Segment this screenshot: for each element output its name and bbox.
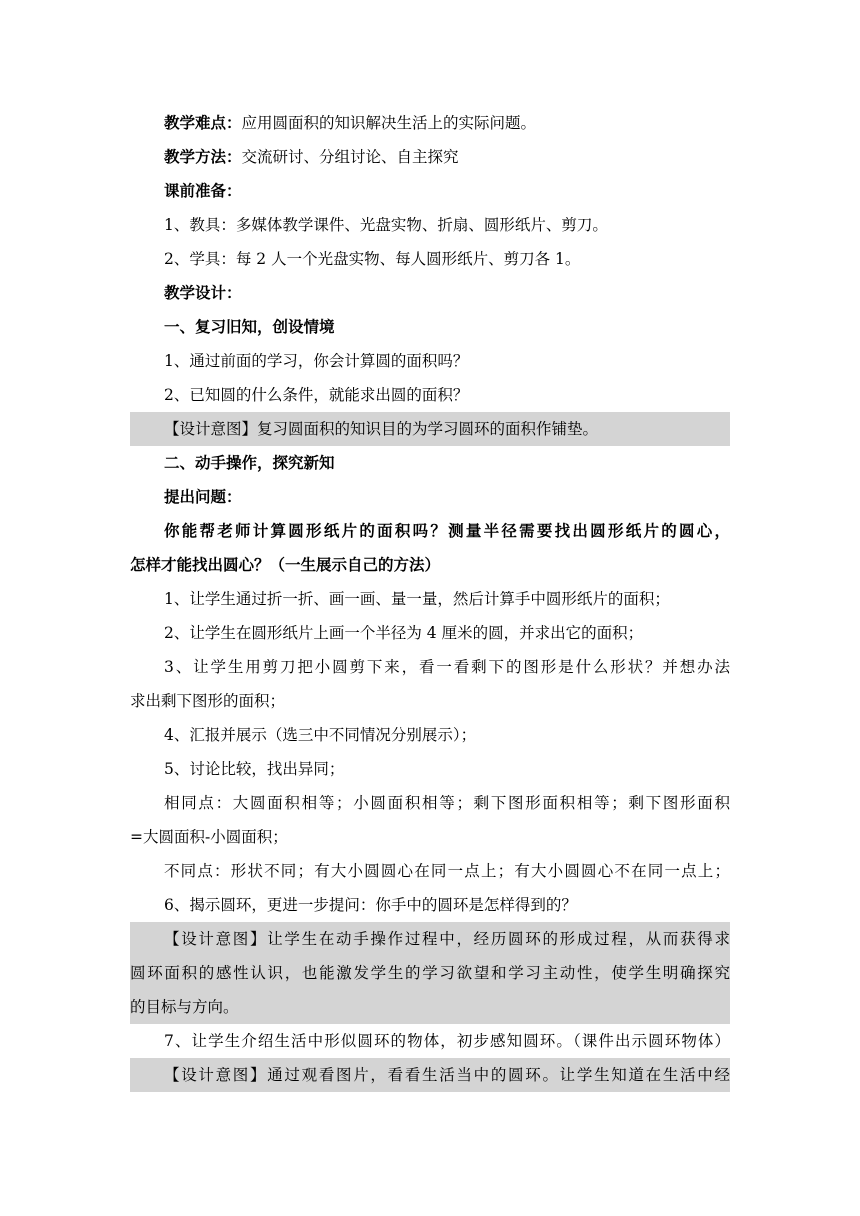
step-7: 7、让学生介绍生活中形似圆环的物体，初步感知圆环。（课件出示圆环物体）: [164, 1032, 730, 1050]
design-intent-1: 【设计意图】复习圆面积的知识目的为学习圆环的面积作铺垫。: [130, 412, 730, 446]
teaching-difficulty: [130, 106, 730, 140]
same-points-line-2: =大圆面积-小圆面积；: [130, 828, 288, 846]
section1-question-1: 1、通过前面的学习，你会计算圆的面积吗？: [164, 352, 469, 370]
step-6: 6、揭示圆环，更进一步提问：你手中的圆环是怎样得到的？: [164, 896, 577, 914]
question-line-1: 你能帮老师计算圆形纸片的面积吗？测量半径需要找出圆形纸片的圆心，: [164, 521, 730, 540]
prep-item-2: 2、学具：每 2 人一个光盘实物、每人圆形纸片、剪刀各 1。: [164, 250, 581, 268]
design-heading: 教学设计：: [164, 283, 242, 302]
difficulty-label: 教学难点：: [164, 113, 242, 132]
step-3-line-1: 3、让学生用剪刀把小圆剪下来，看一看剩下的图形是什么形状？并想办法: [164, 658, 730, 676]
design-intent-3: 【设计意图】通过观看图片，看看生活当中的圆环。让学生知道在生活中经: [130, 1058, 730, 1092]
method-text: 交流研讨、分组讨论、自主探究: [241, 148, 459, 166]
intent-2-line-2: 圆环面积的感性认识，也能激发学生的学习欲望和学习主动性，使学生明确探究: [130, 964, 730, 982]
difficulty-text: 应用圆面积的知识解决生活上的实际问题。: [241, 114, 537, 132]
method-label: 教学方法：: [164, 147, 242, 166]
question-line-2: 怎样才能找出圆心？（一生展示自己的方法）: [130, 555, 441, 574]
intent-2-line-1: 【设计意图】让学生在动手操作过程中，经历圆环的形成过程，从而获得求: [164, 930, 730, 948]
different-points: 不同点：形状不同；有大小圆圆心在同一点上；有大小圆圆心不在同一点上；: [164, 862, 730, 880]
step-5: 5、讨论比较，找出异同；: [164, 760, 345, 778]
prep-heading: 课前准备：: [164, 181, 242, 200]
raise-question-heading: 提出问题：: [164, 487, 242, 506]
same-points-line-1: 相同点：大圆面积相等；小圆面积相等；剩下图形面积相等；剩下图形面积: [164, 794, 730, 812]
step-4: 4、汇报并展示（选三中不同情况分别展示）；: [164, 726, 477, 744]
step-1: 1、让学生通过折一折、画一画、量一量，然后计算手中圆形纸片的面积；: [164, 590, 670, 608]
section1-heading: 一、复习旧知，创设情境: [164, 317, 335, 336]
section2-heading: 二、动手操作，探究新知: [164, 453, 335, 472]
intent-2-line-3: 的目标与方向。: [130, 998, 239, 1016]
prep-item-1: 1、教具：多媒体教学课件、光盘实物、折扇、圆形纸片、剪刀。: [164, 216, 608, 234]
document-body: [130, 106, 730, 1092]
step-3-line-2: 求出剩下图形的面积；: [130, 692, 286, 710]
teaching-method: [130, 140, 730, 174]
step-2: 2、让学生在圆形纸片上画一个半径为 4 厘米的圆，并求出它的面积；: [164, 624, 644, 642]
section1-question-2: 2、已知圆的什么条件，就能求出圆的面积？: [164, 386, 469, 404]
design-intent-2: [130, 922, 730, 1024]
